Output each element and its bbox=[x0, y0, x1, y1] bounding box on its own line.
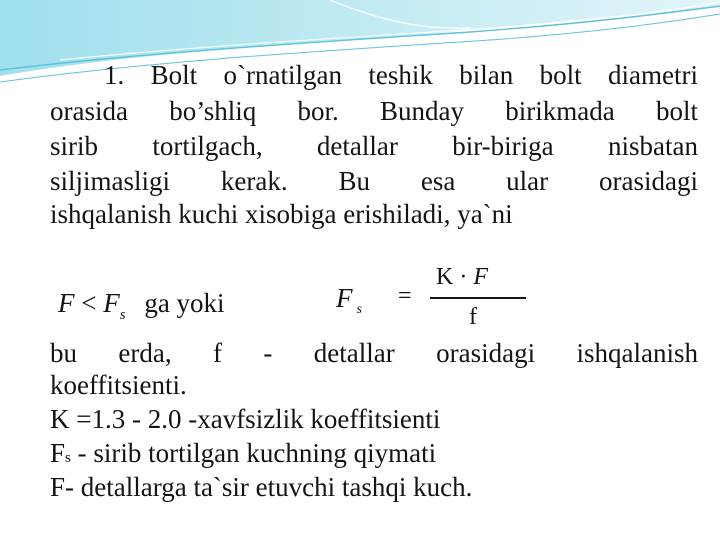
paragraph-line-4: siljimasligi kerak. Bu esa ular orasidagi bbox=[50, 166, 698, 196]
equals-sign: = bbox=[398, 283, 412, 309]
paragraph-line-5: ishqalanish kuchi xisobiga erishiladi, ya`ni bbox=[50, 199, 513, 229]
paragraph-line-2: orasida bo’shliq bor. Bunday birikmada bolt bbox=[50, 96, 698, 126]
inequality-formula bbox=[58, 288, 225, 324]
paragraph-line-3: sirib tortilgach, detallar bir-biriga nisbatan bbox=[50, 131, 698, 161]
fs-symbol bbox=[336, 283, 362, 318]
paragraph-line-9: K =1.3 - 2.0 -xavfsizlik koeffitsienti bbox=[50, 404, 441, 434]
fraction-denominator: f bbox=[469, 304, 477, 330]
force-symbol: F bbox=[58, 288, 75, 318]
paragraph-line-1: 1. Bolt o`rnatilgan teshik bilan bolt diametri bbox=[104, 60, 698, 90]
fs-definition-text: - sirib tortilgan kuchning qiymati bbox=[70, 438, 437, 468]
connector-text: ga yoki bbox=[144, 288, 225, 318]
fs-definition-subscript: s bbox=[65, 450, 71, 466]
safety-factor-symbol: K bbox=[436, 264, 454, 290]
multiply-dot: · bbox=[453, 264, 474, 290]
numerator-force-symbol: F bbox=[473, 264, 489, 290]
paragraph-line-10 bbox=[50, 437, 698, 474]
fraction-bar bbox=[430, 297, 526, 299]
paragraph-line-7: bu erda, f - detallar orasidagi ishqalanish bbox=[50, 338, 698, 368]
fs-subscript: s bbox=[356, 302, 362, 317]
fraction-numerator bbox=[436, 264, 488, 291]
clamp-force-subscript: s bbox=[119, 307, 126, 323]
paragraph-line-8: koeffitsienti. bbox=[50, 370, 187, 400]
less-than-sign: < bbox=[81, 288, 97, 318]
fs-main: F bbox=[336, 283, 353, 313]
paragraph-line-11: F- detallarga ta`sir etuvchi tashqi kuch. bbox=[50, 472, 473, 502]
clamp-force-symbol: F bbox=[103, 288, 120, 318]
fs-definition-symbol: F bbox=[50, 438, 66, 468]
